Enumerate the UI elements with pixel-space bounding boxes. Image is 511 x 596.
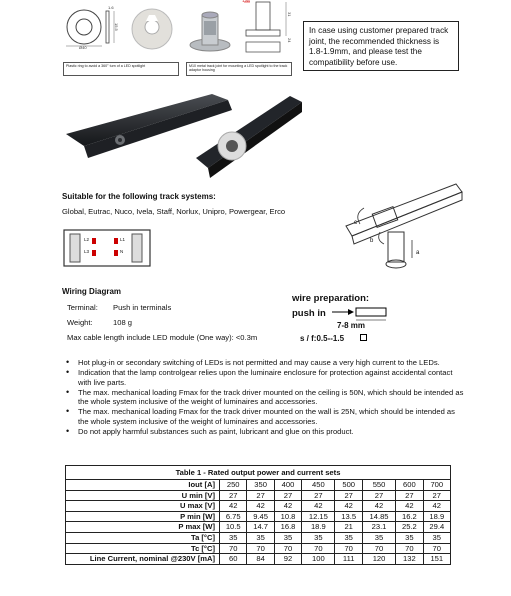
- table-row: [66, 480, 451, 491]
- wire-prep-push: push in: [292, 308, 326, 319]
- table-cell: 23.1: [362, 522, 395, 533]
- table-cell: 42: [396, 501, 423, 512]
- terminal-value: Push in terminals: [113, 303, 172, 312]
- rotation-label: c: [354, 220, 357, 226]
- table-cell: 250: [220, 480, 247, 491]
- table-cell: 70: [396, 543, 423, 554]
- table-title: Table 1 - Rated output power and current sets: [66, 466, 451, 480]
- table-cell: 151: [423, 554, 450, 565]
- table-cell: 27: [247, 490, 274, 501]
- table-cell: 10.5: [220, 522, 247, 533]
- table-cell: 16.2: [396, 511, 423, 522]
- table-cell: 27: [335, 490, 362, 501]
- rotation-label: b: [370, 238, 374, 244]
- table-cell: 500: [335, 480, 362, 491]
- table-cell: 25.2: [396, 522, 423, 533]
- plastic-ring-photo: [128, 5, 176, 53]
- table-row: [66, 490, 451, 501]
- table-cell: 600: [396, 480, 423, 491]
- table-cell: 9.45: [247, 511, 274, 522]
- track-systems-list: Global, Eutrac, Nuco, Ivela, Staff, Norlux, Unipro, Powergear, Erco: [62, 207, 286, 216]
- table-cell: 27: [362, 490, 395, 501]
- wire-cross-section: s / f:0.5--1.5: [300, 334, 345, 343]
- table-cell: 21: [335, 522, 362, 533]
- spotlight-rotation-diagram: [336, 180, 466, 288]
- table-cell: 84: [247, 554, 274, 565]
- table-cell: 70: [247, 543, 274, 554]
- wire-prep-heading: wire preparation:: [292, 293, 370, 304]
- table-cell: 92: [274, 554, 301, 565]
- rotation-label: a: [416, 250, 420, 256]
- track-adaptor-with-ring-photo: [190, 88, 305, 188]
- table-cell: 550: [362, 480, 395, 491]
- suitable-heading: Suitable for the following track systems:: [62, 192, 216, 201]
- weight-value: 108 g: [113, 318, 133, 327]
- row-label: U max [V]: [66, 501, 220, 512]
- track-cross-section-diagram: [62, 228, 152, 268]
- table-cell: 18.9: [302, 522, 335, 533]
- row-label: Line Current, nominal @230V [mA]: [66, 554, 220, 565]
- table-cell: 42: [274, 501, 301, 512]
- table-cell: 132: [396, 554, 423, 565]
- wiring-heading: Wiring Diagram: [62, 287, 122, 296]
- row-label: Iout [A]: [66, 480, 220, 491]
- weight-label: Weight:: [67, 318, 93, 327]
- track-label: L2: [84, 237, 90, 242]
- table-cell: 450: [302, 480, 335, 491]
- track-joint-drawing: [242, 0, 294, 58]
- track-label: N: [120, 249, 124, 254]
- table-row: [66, 554, 451, 565]
- dim-label: 1.85: [242, 0, 250, 3]
- table-cell: 42: [362, 501, 395, 512]
- table-cell: 350: [247, 480, 274, 491]
- table-row: [66, 511, 451, 522]
- table-cell: 27: [423, 490, 450, 501]
- table-cell: 13.5: [335, 511, 362, 522]
- table-cell: 6.75: [220, 511, 247, 522]
- table-cell: 35: [335, 532, 362, 543]
- track-label: L1: [120, 237, 126, 242]
- dim-label: 1.6: [108, 5, 114, 10]
- table-cell: 35: [362, 532, 395, 543]
- table-cell: 35: [302, 532, 335, 543]
- table-cell: 12.15: [302, 511, 335, 522]
- row-label: Ta [°C]: [66, 532, 220, 543]
- list-item: • Indication that the lamp controlgear relies upon the luminaire enclosure for protection against accidental contact with live parts.: [66, 368, 466, 387]
- row-label: P max [W]: [66, 522, 220, 533]
- list-item: • Do not apply harmful substances such as paint, lubricant and glue on this product.: [66, 427, 466, 436]
- compatibility-note: In case using customer prepared track joint, the recommended thickness is 1.8-1.9mm, and please test the compatibility before use.: [303, 21, 459, 71]
- table-row: [66, 501, 451, 512]
- table-cell: 70: [302, 543, 335, 554]
- table-cell: 700: [423, 480, 450, 491]
- safety-notes-list: [66, 358, 466, 437]
- wire-strip-length: 7-8 mm: [337, 321, 366, 330]
- caption-plastic-ring: Plastic ring to avoid a 360° turn of a LED spotlight: [63, 62, 179, 76]
- table-cell: 111: [335, 554, 362, 565]
- table-cell: 70: [274, 543, 301, 554]
- table-cell: 42: [302, 501, 335, 512]
- track-label: L3: [84, 249, 90, 254]
- rated-output-table: [65, 465, 451, 565]
- table-cell: 18.9: [423, 511, 450, 522]
- table-cell: 35: [247, 532, 274, 543]
- table-cell: 27: [220, 490, 247, 501]
- table-cell: 27: [396, 490, 423, 501]
- table-cell: 70: [220, 543, 247, 554]
- list-item: • Hot plug-in or secondary switching of LEDs is not permitted and may cause a very high current to the LEDs.: [66, 358, 466, 367]
- dim-label: Ø40: [79, 45, 87, 50]
- square-icon: [360, 334, 367, 341]
- terminal-label: Terminal:: [67, 303, 98, 312]
- table-cell: 42: [247, 501, 274, 512]
- dim-label: 24: [287, 38, 292, 43]
- table-cell: 35: [220, 532, 247, 543]
- table-cell: 42: [335, 501, 362, 512]
- table-cell: 42: [423, 501, 450, 512]
- dim-label: 31: [287, 12, 292, 17]
- table-cell: 42: [220, 501, 247, 512]
- table-cell: 60: [220, 554, 247, 565]
- table-row: [66, 543, 451, 554]
- table-cell: 10.8: [274, 511, 301, 522]
- table-cell: 70: [335, 543, 362, 554]
- table-cell: 70: [362, 543, 395, 554]
- row-label: U min [V]: [66, 490, 220, 501]
- dim-label: 15.5: [114, 23, 119, 31]
- table-cell: 16.8: [274, 522, 301, 533]
- row-label: P min [W]: [66, 511, 220, 522]
- list-item: • The max. mechanical loading Fmax for the track driver mounted on the ceiling is 50N, which should be intended as the whole system inclusive of the weight of luminaires and accessories.: [66, 388, 466, 407]
- table-cell: 400: [274, 480, 301, 491]
- table-cell: 27: [302, 490, 335, 501]
- table-cell: 100: [302, 554, 335, 565]
- list-item: • The max. mechanical loading Fmax for the track driver mounted on the wall is 25N, which should be intended as the whole system inclusive of the weight of luminaires and accessories.: [66, 407, 466, 426]
- track-joint-photo: [188, 5, 232, 57]
- caption-track-joint: M10 metal track joint for mounting a LED spotlight to the track adaptor housing: [186, 62, 292, 76]
- table-cell: 29.4: [423, 522, 450, 533]
- table-cell: 35: [396, 532, 423, 543]
- plastic-ring-drawing: [62, 5, 120, 53]
- row-label: Tc [°C]: [66, 543, 220, 554]
- cable-length: Max cable length include LED module (One way): <0.3m: [67, 333, 258, 342]
- table-cell: 120: [362, 554, 395, 565]
- table-cell: 70: [423, 543, 450, 554]
- table-cell: 35: [274, 532, 301, 543]
- table-cell: 14.85: [362, 511, 395, 522]
- table-row: [66, 522, 451, 533]
- table-cell: 14.7: [247, 522, 274, 533]
- table-row: [66, 532, 451, 543]
- table-cell: 27: [274, 490, 301, 501]
- table-cell: 35: [423, 532, 450, 543]
